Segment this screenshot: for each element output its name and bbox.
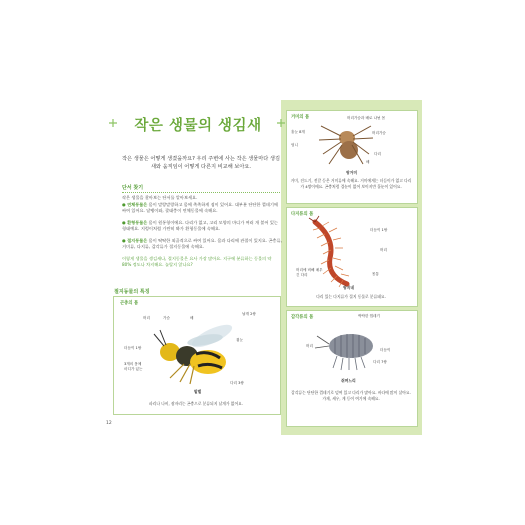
intro-text: 작은 생물은 어떻게 생겼을까요? 우리 주변에 사는 작은 생물마다 생김새와 움직임이 어떻게 다른지 비교해 보아요. (122, 156, 280, 170)
spider-label-legs: 다리 (374, 152, 381, 156)
spider-caption: 거미, 진드기, 전갈 등은 거미류에 속해요. 거미에게는 더듬이가 없고 다리가 4쌍이에요. 곤충처럼 겹눈이 없어 보이지만 홑눈이 있어요. (290, 178, 412, 189)
page-title: 작은 생물의 생김새 (134, 118, 262, 134)
centipede-caption: 다리 있는 다지류가 절지 동물로 분류돼요. (316, 294, 386, 299)
divider (122, 192, 280, 193)
spider-label-fangs: 엄니 (291, 143, 298, 147)
centipede-label-legs: 머리에 비해 매우 긴 다리 (296, 268, 323, 277)
spider-label-head: 머리가슴 (372, 131, 386, 135)
centipede-box-tag: 다지류의 몸 (291, 212, 314, 217)
clue-term: ● 연체동물은 (122, 202, 148, 207)
spider-label-top: 머리가슴과 배로 나뉜 몸 (347, 116, 386, 120)
clue-text: 몸이 딱딱한 외골격으로 싸여 있어요. 몸과 다리에 관절이 있지요. 곤충류, 거미류, 다지류, 갑각류가 절지동물에 속해요. (122, 238, 282, 250)
crustacean-label-antenna: 더듬이 (380, 348, 391, 352)
crustacean-caption: 갑각류는 단단한 껍데기로 덮여 있고 다리가 많아요. 바다에 많이 살아요. 가재, 새우, 게 등이 여기에 속해요. (291, 390, 411, 401)
label-thorax: 가슴 (163, 316, 170, 320)
clues-lead: 작은 생물을 찾아보는 단서를 알아보세요. (122, 195, 198, 200)
label-abdomen: 배 (190, 316, 194, 320)
centipede-name: 왕지네 (343, 285, 355, 290)
clue-term: ● 환형동물은 (122, 220, 148, 225)
label-antennae: 더듬이 1쌍 (124, 346, 142, 350)
section-heading-clues: 단서 찾기 (122, 185, 144, 191)
clue-text: 몸이 말랑말랑하고 몸에 촉촉하게 점이 있어요. 대부분 단단한 껍데기에 싸여 있어요. 달팽이와, 괄태충이 연체동물에 속해요. (122, 202, 278, 214)
centipede-label-antenna: 더듬이 1쌍 (370, 228, 388, 232)
label-legs: 다리 3쌍 (230, 381, 244, 385)
centipede-label-body: 몸통 (372, 272, 379, 276)
page-number: 12 (106, 421, 112, 426)
insect-box-tag: 곤충의 몸 (120, 301, 139, 306)
clue-item-arthropod (122, 238, 282, 251)
crustacean-label-head: 머리 (306, 344, 313, 348)
crustacean-name: 쥐며느리 (341, 378, 356, 383)
section-heading-arthropod: 절지동물의 특징 (114, 289, 150, 295)
leaf-decoration-icon (276, 118, 286, 128)
clue-text: 몸이 원통형이에요. 다리가 없고, 고리 모양의 마디가 여러 개 붙어 있는 형태예요. 지렁이처럼 가만히 봐가 환형동물에 속해요. (122, 220, 278, 232)
crustacean-box-tag: 갑각류의 몸 (291, 315, 314, 320)
crustacean-label-legs: 다리 7쌍 (373, 360, 387, 364)
spider-name: 왕거미 (346, 170, 358, 175)
crustacean-label-shell: 딱딱한 껍데기 (358, 314, 380, 318)
label-head: 머리 (143, 316, 150, 320)
spider-box-tag: 거미의 몸 (291, 115, 310, 120)
label-compound-eye: 겹눈 (236, 338, 243, 342)
spider-label-eyes: 홑눈 8개 (291, 130, 305, 134)
clue-item-annelid (122, 220, 282, 233)
insect-caption: 파리나 나비, 잠자리는 곤충으로 분류되지 날개가 없어요. (148, 401, 243, 406)
spider-label-abdomen: 배 (366, 160, 370, 164)
centipede-label-head: 머리 (380, 248, 387, 252)
leaf-decoration-icon (108, 118, 118, 128)
clue-note: 이렇게 생물을 생김새나, 절지동물은 요사 가장 많아요. 지구에 분류하는 동물의 약 80% 정도나 차지해요. 놀랍지 않나요? (122, 256, 272, 268)
label-wings: 날개 2쌍 (242, 312, 256, 316)
clue-item-mollusk (122, 202, 282, 215)
wasp-illustration (150, 316, 240, 386)
clue-term: ● 절지동물은 (122, 238, 148, 243)
label-segments: 3개의 몸체 마디가 있는 (124, 362, 143, 371)
insect-name: 말벌 (194, 389, 202, 394)
